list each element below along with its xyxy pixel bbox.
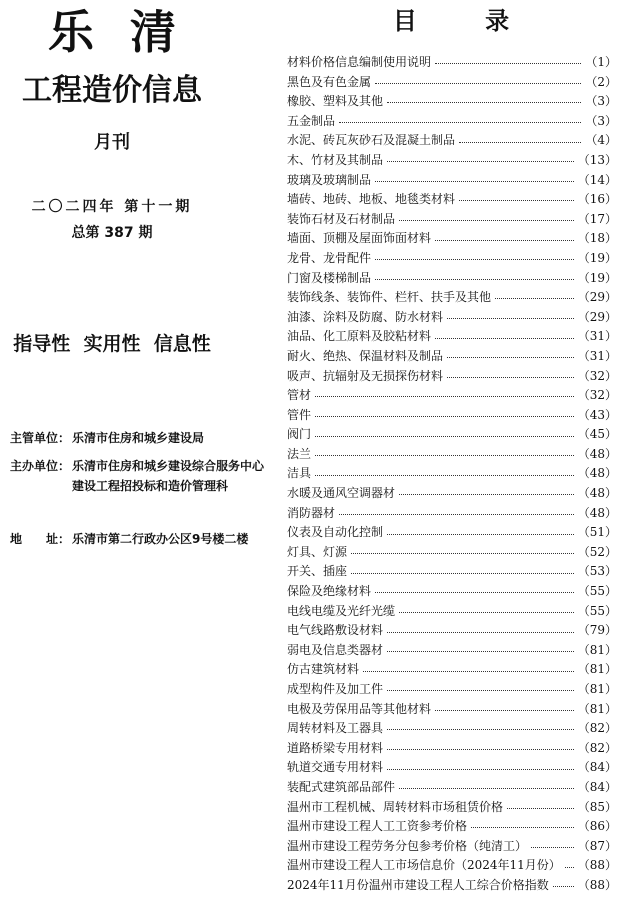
toc-entry-page: （31） (577, 329, 617, 344)
supervisor-label: 主管单位： (10, 431, 71, 445)
city-name: 乐 清 (47, 5, 186, 59)
toc-entry-title: 电气线路敷设材料 (287, 623, 384, 638)
toc-entry-title: 阀门 (287, 427, 312, 442)
dot-leader (315, 475, 574, 476)
dot-leader (471, 827, 574, 828)
toc-entry-title: 龙骨、龙骨配件 (287, 250, 372, 265)
toc-entry-page: （48） (577, 505, 617, 520)
address-label: 地 址： (10, 532, 71, 546)
toc-entry (287, 621, 617, 641)
toc-entry (287, 92, 617, 112)
toc-entry-title: 电线电缆及光纤光缆 (287, 603, 396, 618)
toc-entry-title: 油漆、涂料及防腐、防水材料 (287, 309, 444, 324)
toc-entry-page: （14） (577, 172, 617, 187)
toc-entry-page: （19） (577, 250, 617, 265)
toc-entry-page: （13） (577, 152, 617, 167)
toc-list (287, 53, 617, 896)
dot-leader (459, 200, 574, 201)
publication-title: 工程造价信息 (22, 73, 202, 108)
dot-leader (375, 181, 574, 182)
dot-leader (387, 102, 581, 103)
toc-entry-title: 门窗及楼梯制品 (287, 270, 372, 285)
toc-entry-page: （29） (577, 290, 617, 305)
toc-entry-title: 水暖及通风空调器材 (287, 486, 396, 501)
dot-leader (339, 514, 574, 515)
toc-entry-title: 道路桥梁专用材料 (287, 740, 384, 755)
toc-entry (287, 131, 617, 151)
dot-leader (507, 808, 574, 809)
toc-entry-page: （16） (577, 192, 617, 207)
toc-entry-title: 材料价格信息编制使用说明 (287, 55, 432, 69)
toc-entry (287, 112, 617, 132)
supervisor-value: 乐清市住房和城乡建设局 (72, 431, 205, 445)
toc-entry (287, 817, 617, 837)
toc-entry-title: 仿古建筑材料 (287, 662, 360, 677)
dot-leader (459, 142, 581, 143)
dot-leader (351, 573, 574, 574)
toc-entry-title: 管件 (287, 407, 312, 422)
toc-entry-title: 玻璃及玻璃制品 (287, 172, 372, 187)
toc-entry-title: 仪表及自动化控制 (287, 525, 384, 540)
toc-entry-title: 温州市建设工程人工工资参考价格 (287, 819, 468, 834)
toc-entry-title: 水泥、砖瓦灰砂石及混凝土制品 (287, 133, 456, 148)
toc-heading: 目 录 (392, 7, 540, 35)
address-value: 乐清市第二行政办公区9号楼二楼 (72, 532, 249, 546)
toc-entry-page: （2） (585, 74, 617, 89)
toc-entry (287, 543, 617, 563)
dot-leader (375, 279, 574, 280)
dot-leader (387, 749, 574, 750)
toc-entry-title: 装饰石材及石材制品 (287, 211, 396, 226)
toc-entry-title: 耐火、绝热、保温材料及制品 (287, 348, 444, 363)
dot-leader (387, 690, 574, 691)
dot-leader (339, 122, 581, 123)
dot-leader (387, 769, 574, 770)
toc-entry-page: （86） (577, 819, 617, 834)
toc-entry-page: （55） (577, 603, 617, 618)
organizer-value-line1: 乐清市住房和城乡建设综合服务中心 (72, 459, 265, 473)
toc-entry-page: （48） (577, 486, 617, 501)
toc-entry (287, 680, 617, 700)
dot-leader (387, 161, 574, 162)
toc-entry-page: （32） (577, 368, 617, 383)
toc-entry-page: （43） (577, 407, 617, 422)
toc-entry-page: （88） (577, 877, 617, 892)
toc-entry-page: （53） (577, 564, 617, 579)
dot-leader (399, 220, 574, 221)
toc-entry-page: （48） (577, 466, 617, 481)
toc-entry-title: 保险及绝缘材料 (287, 584, 372, 599)
toc-entry-title: 装饰线条、装饰件、栏杆、扶手及其他 (287, 290, 492, 305)
toc-entry (287, 876, 617, 896)
toc-entry (287, 210, 617, 230)
dot-leader (315, 455, 574, 456)
dot-leader (435, 240, 574, 241)
toc-entry-title: 墙面、顶棚及屋面饰面材料 (287, 231, 432, 246)
toc-entry-page: （18） (577, 231, 617, 246)
toc-entry-page: （4） (585, 133, 617, 148)
toc-entry (287, 327, 617, 347)
toc-entry-page: （87） (577, 838, 617, 853)
toc-entry-page: （32） (577, 388, 617, 403)
dot-leader (363, 671, 574, 672)
toc-entry-title: 油品、化工原料及胶粘材料 (287, 329, 432, 344)
dot-leader (375, 592, 574, 593)
toc-entry (287, 464, 617, 484)
toc-entry-title: 橡胶、塑料及其他 (287, 94, 384, 109)
toc-entry-title: 木、竹材及其制品 (287, 152, 384, 167)
toc-entry (287, 856, 617, 876)
toc-entry-title: 灯具、灯源 (287, 544, 348, 559)
dot-leader (387, 632, 574, 633)
toc-entry (287, 269, 617, 289)
toc-entry (287, 504, 617, 524)
toc-entry-title: 温州市建设工程劳务分包参考价格（纯清工） (287, 838, 528, 853)
toc-entry-title: 黑色及有色金属 (287, 74, 372, 89)
toc-entry (287, 151, 617, 171)
toc-entry (287, 445, 617, 465)
toc-entry-title: 洁具 (287, 466, 312, 481)
toc-entry (287, 739, 617, 759)
dot-leader (387, 651, 574, 652)
toc-entry (287, 602, 617, 622)
dot-leader (495, 298, 574, 299)
toc-entry (287, 641, 617, 661)
toc-entry (287, 798, 617, 818)
organizer-info (10, 456, 264, 496)
toc-entry-page: （85） (577, 799, 617, 814)
toc-entry-title: 五金制品 (287, 113, 336, 128)
dot-leader (351, 553, 574, 554)
organizer-label: 主办单位： (10, 459, 71, 473)
publication-frequency: 月刊 (94, 132, 130, 153)
toc-entry (287, 484, 617, 504)
toc-entry (287, 367, 617, 387)
toc-entry-title: 成型构件及加工件 (287, 682, 384, 696)
address-info (10, 529, 248, 549)
dot-leader (435, 63, 581, 64)
dot-leader (315, 396, 574, 397)
dot-leader (399, 494, 574, 495)
toc-entry-page: （82） (577, 740, 617, 755)
toc-entry (287, 837, 617, 857)
toc-entry-title: 墙砖、地砖、地板、地毯类材料 (287, 192, 456, 207)
toc-entry (287, 758, 617, 778)
toc-entry-page: （29） (577, 309, 617, 324)
dot-leader (315, 416, 574, 417)
dot-leader (553, 886, 574, 887)
dot-leader (435, 338, 574, 339)
toc-entry (287, 660, 617, 680)
toc-entry (287, 308, 617, 328)
toc-entry (287, 229, 617, 249)
toc-entry-page: （81） (577, 682, 617, 696)
toc-entry (287, 171, 617, 191)
toc-entry-title: 吸声、抗辐射及无损探伤材料 (287, 368, 444, 383)
toc-entry (287, 190, 617, 210)
toc-entry (287, 288, 617, 308)
toc-entry-page: （51） (577, 525, 617, 540)
toc-entry-page: （52） (577, 544, 617, 559)
dot-leader (447, 357, 574, 358)
toc-entry-page: （48） (577, 446, 617, 461)
dot-leader (447, 318, 574, 319)
toc-entry-page: （84） (577, 760, 617, 775)
toc-entry-title: 温州市工程机械、周转材料市场租赁价格 (287, 799, 504, 814)
toc-entry-title: 开关、插座 (287, 564, 348, 579)
toc-entry (287, 700, 617, 720)
toc-entry-page: （81） (577, 662, 617, 677)
dot-leader (399, 788, 574, 789)
total-issue-number: 总第 387 期 (71, 225, 153, 241)
toc-entry-page: （55） (577, 584, 617, 599)
toc-entry-page: （19） (577, 270, 617, 285)
toc-entry-title: 装配式建筑部品部件 (287, 779, 396, 794)
toc-entry-page: （1） (585, 55, 617, 69)
dot-leader (315, 436, 574, 437)
toc-entry-page: （81） (577, 642, 617, 657)
toc-entry-title: 法兰 (287, 446, 312, 461)
toc-entry-page: （3） (585, 113, 617, 128)
dot-leader (375, 83, 581, 84)
toc-entry (287, 347, 617, 367)
toc-entry (287, 523, 617, 543)
dot-leader (375, 259, 574, 260)
toc-entry (287, 53, 617, 73)
toc-entry (287, 249, 617, 269)
toc-entry-page: （79） (577, 623, 617, 638)
toc-entry-title: 温州市建设工程人工市场信息价（2024年11月份） (287, 858, 561, 873)
toc-entry (287, 386, 617, 406)
toc-entry-title: 2024年11月份温州市建设工程人工综合价格指数 (287, 877, 549, 892)
dot-leader (435, 710, 574, 711)
table-of-contents (285, 0, 617, 900)
toc-entry-page: （31） (577, 348, 617, 363)
dot-leader (531, 847, 574, 848)
toc-entry-title: 电极及劳保用品等其他材料 (287, 701, 432, 716)
toc-entry-title: 弱电及信息类器材 (287, 642, 384, 657)
slogan: 指导性 实用性 信息性 (13, 333, 211, 355)
toc-entry (287, 562, 617, 582)
toc-entry-title: 周转材料及工器具 (287, 721, 384, 736)
toc-entry (287, 719, 617, 739)
toc-entry-title: 消防器材 (287, 505, 336, 520)
organizer-value-line2: 建设工程招投标和造价管理科 (72, 479, 229, 493)
toc-entry-page: （81） (577, 701, 617, 716)
toc-entry-page: （88） (577, 858, 617, 873)
dot-leader (399, 612, 574, 613)
toc-entry-page: （84） (577, 779, 617, 794)
toc-entry-page: （45） (577, 427, 617, 442)
toc-entry (287, 778, 617, 798)
toc-entry (287, 73, 617, 93)
supervisor-info (10, 428, 204, 448)
toc-entry (287, 406, 617, 426)
toc-entry-page: （82） (577, 721, 617, 736)
dot-leader (447, 377, 574, 378)
toc-entry (287, 425, 617, 445)
issue-number: 二〇二四年 第十一期 (31, 199, 193, 215)
dot-leader (387, 729, 574, 730)
toc-entry-title: 管材 (287, 388, 312, 403)
toc-entry-page: （3） (585, 94, 617, 109)
cover-panel (0, 0, 280, 900)
toc-entry-title: 轨道交通专用材料 (287, 760, 384, 775)
toc-entry-page: （17） (577, 211, 617, 226)
toc-entry (287, 582, 617, 602)
dot-leader (565, 867, 574, 868)
dot-leader (387, 534, 574, 535)
